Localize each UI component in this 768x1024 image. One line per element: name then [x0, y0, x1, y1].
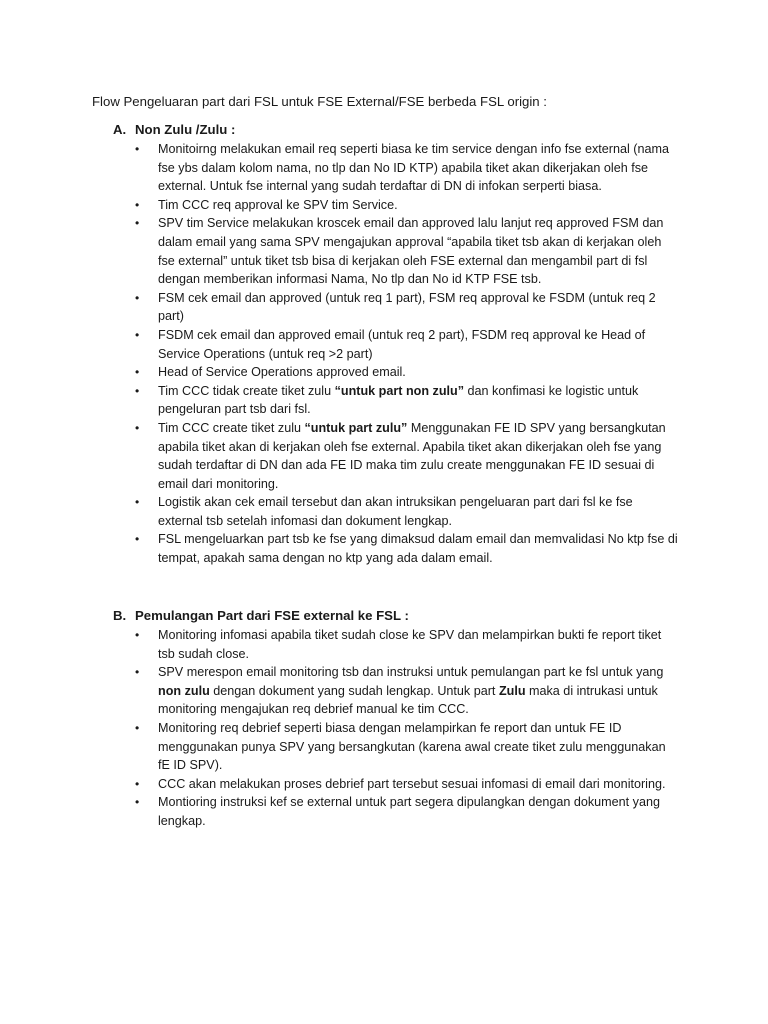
- list-item-text: SPV tim Service melakukan kroscek email dan approved lalu lanjut req approved FSM dan dalam email yang sama SPV mengajukan approval “apabila tiket tsb akan di kerjakan oleh fse external” untuk tiket tsb bisa di kerjakan oleh FSE external dan mengambil part di fsl dengan memberikan informasi Nama, No tlp dan No id KTP FSE tsb.: [158, 216, 664, 287]
- list-item: [113, 196, 680, 215]
- section-b-list: [113, 626, 693, 831]
- list-item-text: Montioring instruksi kef se external untuk part segera dipulangkan dengan dokument yang lengkap.: [158, 795, 660, 828]
- bullet-dot-icon: •: [135, 665, 140, 680]
- bullet-dot-icon: •: [135, 142, 140, 156]
- bullet-dot-icon: •: [135, 327, 140, 342]
- document-title: Flow Pengeluaran part dari FSL untuk FSE External/FSE berbeda FSL origin :: [92, 94, 547, 109]
- list-item: [113, 775, 680, 794]
- list-item-text: FSM cek email dan approved (untuk req 1 part), FSM req approval ke FSDM (untuk req 2 part): [158, 290, 656, 324]
- section-b: [113, 607, 693, 831]
- list-item: [113, 140, 680, 196]
- list-item-text: CCC akan melakukan proses debrief part tersebut sesuai infomasi di email dari monitoring.: [158, 776, 666, 791]
- list-item-text: dengan dokument yang sudah lengkap. Untuk part: [209, 683, 499, 698]
- list-item-text: FSDM cek email dan approved email (untuk req 2 part), FSDM req approval ke Head of Service Operations (untuk req >2 part): [158, 327, 646, 361]
- list-item-text: Monitoring req debrief seperti biasa dengan melampirkan fe report dan untuk FE ID menggunakan punya SPV yang bersangkutan (karena awal create tiket zulu menggunakan fE ID SPV).: [158, 720, 666, 773]
- section-a-letter: A.: [113, 122, 127, 137]
- list-item: [113, 289, 680, 326]
- list-item-text: FSL mengeluarkan part tsb ke fse yang dimaksud dalam email dan memvalidasi No ktp fse di tempat, apakah sama dengan no ktp yang ada dalam email.: [158, 532, 678, 566]
- bullet-dot-icon: •: [135, 795, 140, 810]
- list-item-text: maka di intrukasi untuk monitoring mengajukan req debrief manual ke tim CCC.: [158, 683, 658, 717]
- list-item-bold-text: non zulu: [158, 683, 210, 698]
- list-item-text: SPV merespon email monitoring tsb dan instruksi untuk pemulangan part ke fsl untuk yang: [158, 665, 664, 680]
- list-item-text: Tim CCC create tiket zulu: [158, 420, 305, 435]
- bullet-dot-icon: •: [135, 776, 140, 791]
- list-item: [113, 326, 680, 363]
- bullet-dot-icon: •: [135, 495, 140, 510]
- bullet-dot-icon: •: [135, 532, 140, 547]
- list-item: [113, 419, 680, 493]
- bullet-dot-icon: •: [135, 290, 140, 305]
- list-item: [113, 626, 680, 663]
- list-item-bold-text: “untuk part non zulu”: [334, 383, 465, 398]
- list-item: [113, 214, 680, 288]
- list-item: [113, 363, 680, 382]
- list-item: [113, 719, 680, 775]
- list-item-text: Tim CCC tidak create tiket zulu: [158, 383, 335, 398]
- list-item-text: Logistik akan cek email tersebut dan akan intruksikan pengeluaran part dari fsl ke fse external tsb setelah infomasi dan dokument lengkap.: [158, 495, 633, 528]
- bullet-dot-icon: •: [135, 216, 140, 231]
- list-item: [113, 493, 680, 530]
- list-item-bold-text: Zulu: [498, 683, 526, 698]
- list-item-text: Monitoirng melakukan email req seperti biasa ke tim service dengan info fse external (nama fse ybs dalam kolom nama, no tlp dan No ID KTP) apabila tiket akan dikerjakan oleh fse external. Untuk fse internal yang sudah terdaftar di DN di infokan serperti biasa.: [158, 142, 669, 194]
- list-item: [113, 382, 680, 419]
- list-item: [113, 530, 680, 567]
- section-b-title: Pemulangan Part dari FSE external ke FSL :: [135, 608, 409, 623]
- bullet-dot-icon: •: [135, 628, 140, 642]
- section-a-list: [113, 140, 693, 568]
- section-a-heading: [113, 121, 693, 140]
- list-item: [113, 663, 680, 719]
- list-item-bold-text: “untuk part zulu”: [304, 420, 408, 435]
- bullet-dot-icon: •: [135, 365, 140, 380]
- section-b-letter: B.: [113, 608, 127, 623]
- bullet-dot-icon: •: [135, 420, 140, 435]
- list-item-text: Tim CCC req approval ke SPV tim Service.: [158, 197, 398, 212]
- bullet-dot-icon: •: [135, 720, 140, 735]
- section-a: [113, 121, 693, 568]
- list-item: [113, 793, 680, 830]
- list-item-text: Monitoring infomasi apabila tiket sudah close ke SPV dan melampirkan bukti fe report tiket tsb sudah close.: [158, 628, 662, 661]
- bullet-dot-icon: •: [135, 197, 140, 212]
- list-item-text: Menggunakan FE ID SPV yang bersangkutan apabila tiket akan di kerjakan oleh fse external. Apabila tiket akan dikerjakan oleh fse yang sudah terdaftar di DN dan ada FE ID maka tim zulu create menggunakan FE ID sesuai di email dari monitoring.: [158, 420, 666, 491]
- list-item-text: Head of Service Operations approved email.: [158, 365, 406, 380]
- section-b-heading: [113, 607, 693, 626]
- bullet-dot-icon: •: [135, 383, 140, 398]
- list-item-text: dan konfimasi ke logistic untuk pengeluran part tsb dari fsl.: [158, 383, 639, 417]
- section-a-title: Non Zulu /Zulu :: [135, 122, 236, 137]
